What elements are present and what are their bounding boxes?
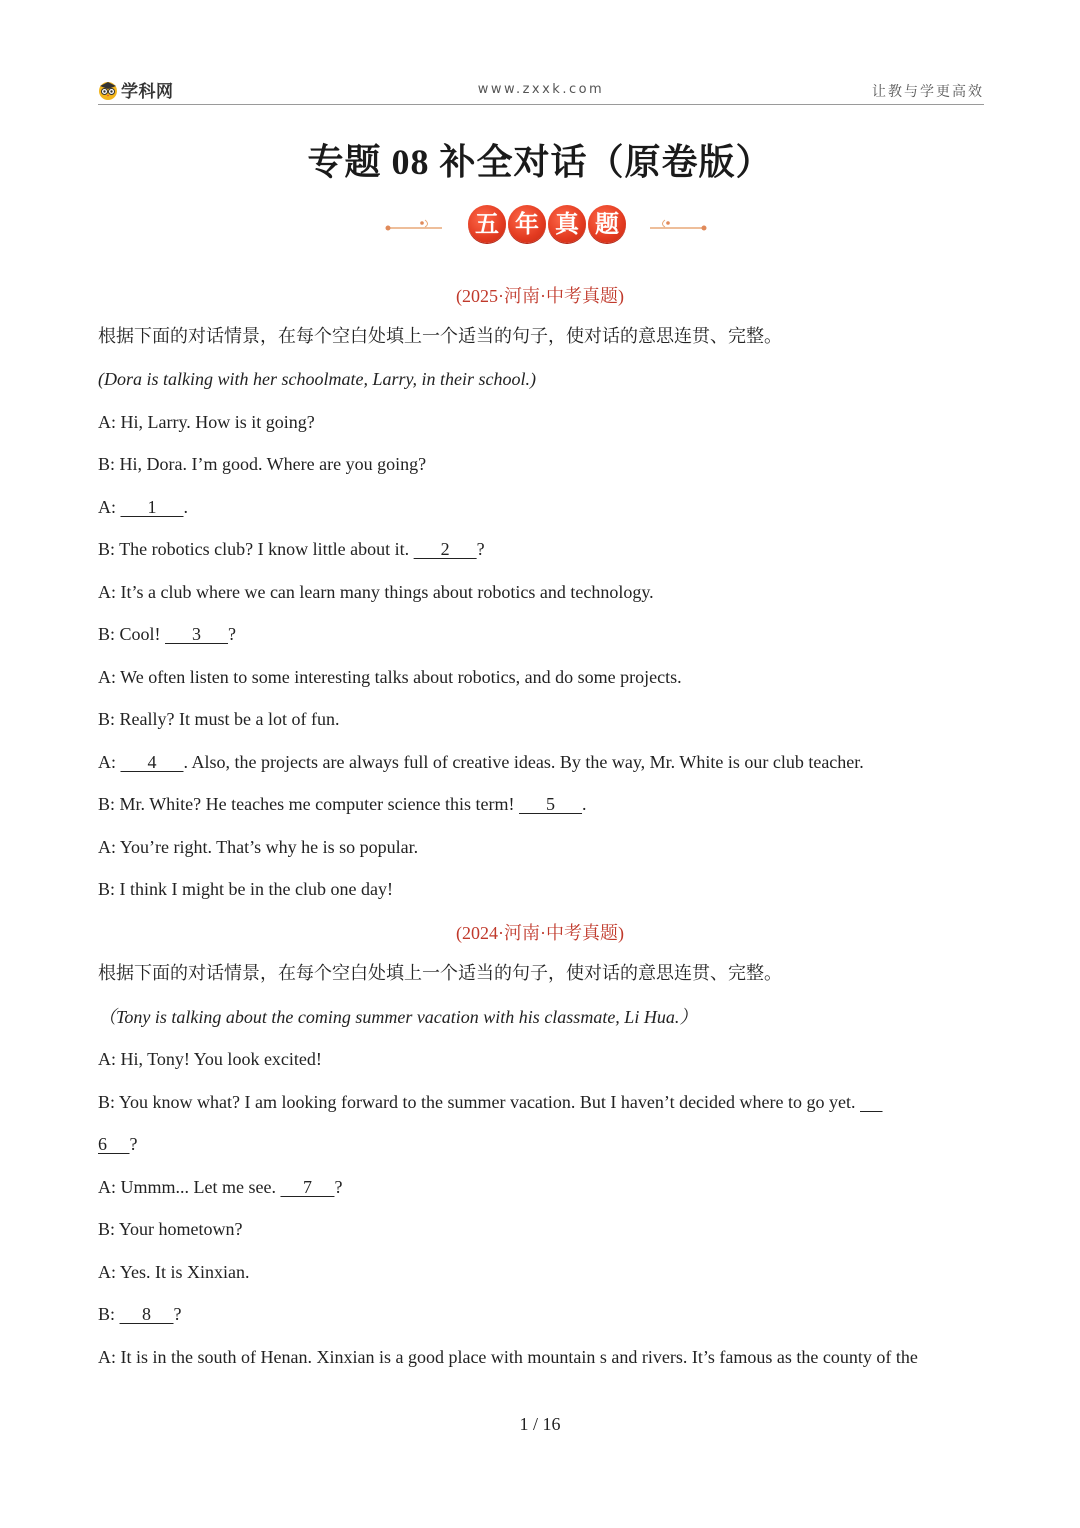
answer-blank-3[interactable]: 3 bbox=[165, 624, 229, 644]
page-header bbox=[98, 76, 984, 105]
instruction: 根据下面的对话情景，在每个空白处填上一个适当的句子，使对话的意思连贯、完整。 bbox=[98, 963, 782, 983]
page-number: 1 / 16 bbox=[519, 1414, 561, 1434]
answer-blank-6-start[interactable] bbox=[860, 1090, 883, 1114]
dialog-suffix: ? bbox=[173, 1304, 182, 1324]
site-url[interactable]: www.zxxk.com bbox=[477, 82, 605, 97]
badge-characters bbox=[468, 205, 626, 243]
dialog-line bbox=[98, 622, 988, 646]
dialog-line bbox=[98, 495, 988, 519]
dialog-context: （Tony is talking about the coming summer vacation with his classmate, Li Hua.） bbox=[98, 1007, 698, 1027]
section-source: (2024·河南·中考真题) bbox=[456, 923, 624, 943]
dialog-prefix: B: Mr. White? He teaches me computer science this term! bbox=[98, 794, 520, 814]
instruction: 根据下面的对话情景，在每个空白处填上一个适当的句子，使对话的意思连贯、完整。 bbox=[98, 326, 782, 346]
dialog-prefix: B: You know what? I am looking forward to the summer vacation. But I haven’t decided where to go yet. bbox=[98, 1092, 861, 1112]
slogan: 让教与学更高效 bbox=[872, 84, 984, 100]
dialog-prefix: B: The robotics club? I know little about it. bbox=[98, 539, 414, 559]
section-source: (2025·河南·中考真题) bbox=[456, 286, 624, 306]
dialog-line: B: Really? It must be a lot of fun. bbox=[98, 709, 340, 729]
dialog-line bbox=[98, 1132, 988, 1156]
dialog-suffix: ? bbox=[129, 1134, 138, 1154]
answer-blank-7[interactable]: 7 bbox=[280, 1177, 335, 1197]
dialog-line: B: Hi, Dora. I’m good. Where are you going? bbox=[98, 454, 427, 474]
dialog-prefix: A: bbox=[98, 497, 121, 517]
dialog-line: A: It is in the south of Henan. Xinxian is a good place with mountain s and rivers. It’s famous as the county of the bbox=[98, 1347, 918, 1367]
answer-blank-8[interactable]: 8 bbox=[119, 1304, 174, 1324]
dialog-prefix: A: Ummm... Let me see. bbox=[98, 1177, 281, 1197]
dialog-line: A: Hi, Tony! You look excited! bbox=[98, 1049, 322, 1069]
dialog-suffix: . Also, the projects are always full of creative ideas. By the way, Mr. White is our club teacher. bbox=[183, 752, 864, 772]
dialog-line bbox=[98, 1175, 988, 1199]
dialog-prefix: B: Cool! bbox=[98, 624, 166, 644]
dialog-suffix: . bbox=[183, 497, 188, 517]
dialog-suffix: ? bbox=[228, 624, 237, 644]
dialog-suffix: ? bbox=[334, 1177, 343, 1197]
dialog-suffix: ? bbox=[476, 539, 485, 559]
dialog-line bbox=[98, 1302, 988, 1326]
dialog-prefix: B: bbox=[98, 1304, 120, 1324]
answer-blank-4[interactable]: 4 bbox=[120, 752, 184, 772]
answer-blank-1[interactable]: 1 bbox=[120, 497, 184, 517]
dialog-suffix: . bbox=[582, 794, 587, 814]
answer-blank-2[interactable]: 2 bbox=[413, 539, 477, 559]
badge-char: 年 bbox=[508, 205, 546, 243]
dialog-prefix: A: bbox=[98, 752, 121, 772]
dialog-line bbox=[98, 537, 988, 561]
dialog-line: A: It’s a club where we can learn many things about robotics and technology. bbox=[98, 582, 654, 602]
dialog-line bbox=[98, 792, 988, 816]
page-title: 专题 08 补全对话（原卷版） bbox=[307, 142, 773, 182]
dialog-context: (Dora is talking with her schoolmate, Larry, in their school.) bbox=[98, 369, 536, 389]
badge-char: 真 bbox=[548, 205, 586, 243]
logo-text: 学科网 bbox=[121, 82, 174, 102]
dialog-line: A: We often listen to some interesting talks about robotics, and do some projects. bbox=[98, 667, 682, 687]
dialog-line: A: Hi, Larry. How is it going? bbox=[98, 412, 315, 432]
badge-char: 题 bbox=[588, 205, 626, 243]
answer-blank-6[interactable]: 6 bbox=[98, 1134, 130, 1154]
left-ornament-icon bbox=[380, 215, 460, 237]
dialog-line: B: Your hometown? bbox=[98, 1219, 243, 1239]
answer-blank-5[interactable]: 5 bbox=[519, 794, 583, 814]
dialog-line bbox=[98, 1090, 988, 1114]
five-year-badge bbox=[380, 203, 710, 249]
dialog-line: A: You’re right. That’s why he is so popular. bbox=[98, 837, 419, 857]
dialog-line bbox=[98, 750, 988, 774]
dialog-line: B: I think I might be in the club one day! bbox=[98, 879, 393, 899]
dialog-line: A: Yes. It is Xinxian. bbox=[98, 1262, 250, 1282]
right-ornament-icon bbox=[632, 215, 712, 237]
badge-char: 五 bbox=[468, 205, 506, 243]
